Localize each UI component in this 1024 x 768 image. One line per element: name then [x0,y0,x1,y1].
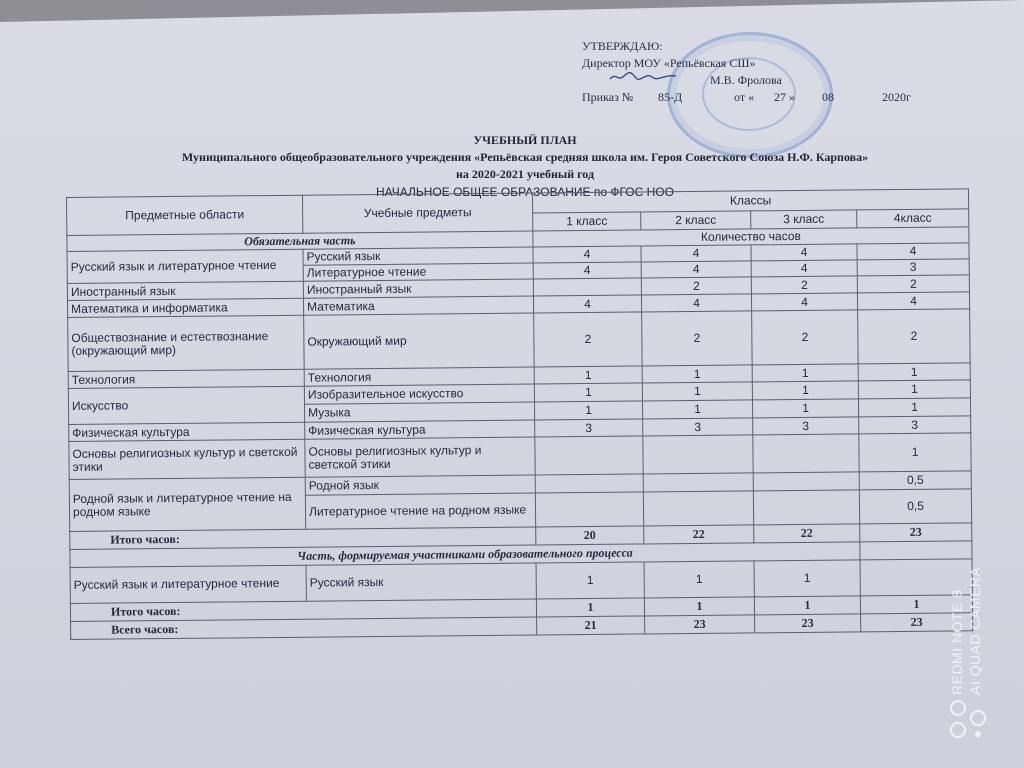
table-cell: 4 [751,260,857,277]
table-cell: 4 [857,292,969,310]
table-cell: 4 [641,261,751,278]
area-orkse: Основы религиозных культур и светской этики [69,439,305,479]
table-cell: 4 [751,293,857,311]
table-cell: 1 [642,382,752,401]
table-cell: 1 [858,398,970,417]
table-cell: 2 [642,311,753,366]
table-cell [643,435,753,474]
director-signature [608,70,678,84]
order-label: Приказ № [582,90,634,104]
area-art: Искусство [68,386,304,424]
header-subjects: Учебные предметы [302,193,532,233]
subject-pe: Физическая культура [305,420,535,439]
table-cell [535,436,643,475]
table-cell: 1 [534,383,642,402]
order-date-day: 27 » [774,90,795,104]
area-social: Обществознание и естествознание (окружающий мир) [68,315,305,371]
approval-director-line: Директор МОУ «Репьёвская СШ» [582,56,756,70]
subject-literature: Литературное чтение [303,263,533,281]
subject-russian: Русский язык [303,247,533,265]
table-cell [535,492,643,527]
header-class-1: 1 класс [533,212,641,231]
table-cell: 1 [644,561,754,598]
table-cell: 0,5 [859,489,971,524]
table-cell: 4 [533,246,641,263]
table-cell: 1 [858,380,970,399]
order-date-from: от « [734,90,755,104]
section-mandatory: Обязательная часть [67,231,533,251]
curriculum-table [66,188,973,640]
watermark-line-1: REDMI NOTE 8 [949,589,965,695]
header-class-4: 4класс [857,209,969,228]
table-cell: 1 [536,598,644,617]
table-cell [753,472,859,491]
table-cell: 3 [857,259,969,276]
table-cell: 3 [753,417,859,435]
table-cell: 23 [861,613,973,632]
table-cell [643,473,753,492]
table-cell: 23 [860,523,972,542]
table-cell: 3 [859,416,971,434]
table-cell: 20 [536,526,644,545]
table-cell: 2 [858,309,971,364]
table-cell: 4 [751,244,857,261]
table-cell: 22 [754,524,860,543]
table-cell: 1 [752,364,858,382]
table-cell: 1 [642,365,752,383]
table-cell: 22 [644,525,754,544]
table-cell [643,491,753,526]
table-cell: 4 [533,262,641,279]
camera-lens-icon [948,698,992,742]
table-cell: 1 [859,433,971,472]
academic-year: на 2020-2021 учебный год [455,167,595,181]
grand-total-label: Всего часов: [71,617,537,639]
table-cell: 2 [857,275,969,293]
table-cell: 2 [752,310,859,365]
table-cell: 2 [534,312,643,367]
subject-tech: Технология [304,367,534,386]
header-subject-areas: Предметные области [67,195,303,235]
header-class-2: 2 класс [641,211,751,230]
header-hours: Количество часов [533,227,969,247]
table-cell: 23 [755,614,861,633]
subject-world: Окружающий мир [304,313,535,369]
table-cell [533,278,641,296]
table-cell: 23 [645,615,755,634]
table-cell: 4 [857,243,969,260]
table-cell: 1 [644,597,754,616]
organization-name: Муниципального общеобразовательного учреждения «Репьёвская средняя школа им. Героя Советского Союза Н.Ф. Карпова» [181,150,869,164]
table-cell: 2 [641,277,751,295]
opt-total-label: Итого часов: [70,599,536,621]
area-foreign: Иностранный язык [67,281,303,300]
table-cell: 1 [752,399,858,418]
education-level: НАЧАЛЬНОЕ ОБЩЕЕ ОБРАЗОВАНИЕ по ФГОС НОО [376,185,674,199]
subject-native: Родной язык [305,475,535,495]
table-cell: 1 [536,562,644,599]
opt-area-russian: Русский язык и литературное чтение [70,565,306,603]
order-date-year: 2020г [882,90,911,104]
table-cell: 1 [642,400,752,419]
total-label: Итого часов: [70,527,536,549]
table-cell: 2 [751,276,857,294]
table-cell: 3 [535,419,643,437]
table-cell [535,474,643,493]
subject-foreign: Иностранный язык [303,279,533,298]
table-cell: 4 [641,294,751,312]
table-cell: 0,5 [859,471,971,490]
table-cell [753,434,859,473]
table-cell: 4 [641,245,751,262]
plan-title: УЧЕБНЫЙ ПЛАН [473,133,577,147]
area-tech: Технология [68,369,304,388]
order-date-month: 08 [822,90,834,104]
table-cell: 21 [537,616,645,635]
table-cell: 1 [754,560,860,597]
table-cell [753,490,859,525]
camera-watermark [946,540,986,720]
watermark-line-2: AI QUAD CAMERA [967,566,983,695]
table-cell: 1 [534,366,642,384]
order-number: 85-Д [658,90,683,104]
area-math: Математика и информатика [67,298,303,317]
table-cell: 1 [534,401,642,420]
approval-director-name: М.В. Фролова [710,73,782,87]
subject-math: Математика [303,296,533,315]
approval-title: УТВЕРЖДАЮ: [582,39,663,53]
table-cell: 1 [858,363,970,381]
subject-orkse: Основы религиозных культур и светской этики [305,437,535,477]
header-class-3: 3 класс [751,210,857,229]
table-cell: 3 [643,418,753,436]
subject-fine-art: Изобразительное искусство [304,384,534,404]
table-cell: 1 [754,596,860,615]
section-optional: Часть, формируемая участниками образовательного процесса [70,542,860,568]
opt-subject-russian: Русский язык [306,563,536,601]
area-russian: Русский язык и литературное чтение [67,249,303,283]
table-cell: 1 [860,595,972,614]
subject-native-lit: Литературное чтение на родном языке [305,493,535,529]
area-pe: Физическая культура [69,422,305,441]
table-cell: 1 [752,381,858,400]
subject-music: Музыка [305,402,535,422]
table-cell: 4 [533,295,641,313]
area-native: Родной язык и литературное чтение на родном языке [69,477,305,531]
header-classes: Классы [532,189,968,213]
